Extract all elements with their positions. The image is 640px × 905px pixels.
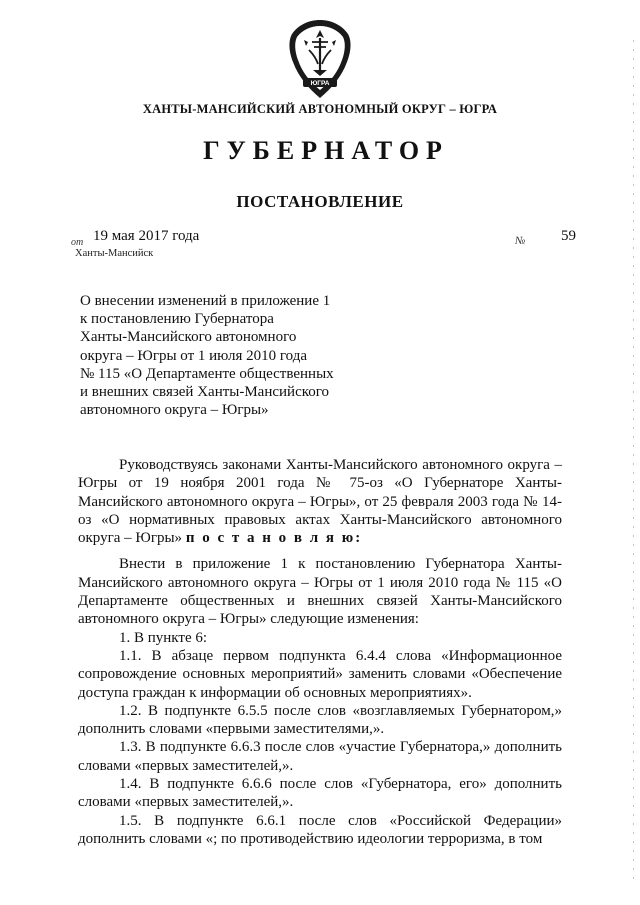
intro-paragraph: Внести в приложение 1 к постановлению Губернатора Ханты-Мансийского автономного округа – Югры от 1 июля 2010 года № 115 «О Департаменте общественных и внешних связей Ханты-Мансийского автономного округа – Югры» следующие изменения: xyxy=(78,556,562,628)
document-type: ПОСТАНОВЛЕНИЕ xyxy=(236,192,404,211)
preamble-paragraph xyxy=(78,456,562,547)
list-item: 1. В пункте 6: xyxy=(119,629,208,646)
document-body xyxy=(78,456,562,848)
subject-line: и внешних связей Ханты-Мансийского xyxy=(80,384,330,401)
date-prefix: от xyxy=(71,237,84,248)
list-item: 1.1. В абзаце первом подпункта 6.4.4 слова «Информационное сопровождение основных мероприятий» заменить словами «Обеспечение доступа граждан к информации об основных мероприятиях». xyxy=(78,647,562,701)
document-date: 19 мая 2017 года xyxy=(93,228,200,244)
document-number: 59 xyxy=(561,228,576,244)
preamble-text: Руководствуясь законами Ханты-Мансийского автономного округа – Югры от 19 ноября 2001 года № 75-оз «О Губернаторе Ханты-Мансийского автономного округа – Югры», от 25 февраля 2003 года № 14-оз «О нормативных правовых актах Ханты-Мансийского автономного округа – Югры» xyxy=(78,457,562,547)
list-item: 1.2. В подпункте 6.5.5 после слов «возглавляемых Губернатором,» дополнить словами «первыми заместителями,». xyxy=(78,702,562,738)
emblem xyxy=(285,18,355,102)
subject-line: автономного округа – Югры» xyxy=(80,402,269,419)
region-title: ХАНТЫ-МАНСИЙСКИЙ АВТОНОМНЫЙ ОКРУГ – ЮГРА xyxy=(142,102,498,116)
subject-line: к постановлению Губернатора xyxy=(80,311,274,328)
subject-line: округа – Югры от 1 июля 2010 года xyxy=(80,347,308,364)
list-item: 1.3. В подпункте 6.6.3 после слов «участие Губернатора,» дополнить словами «первых заместителей,». xyxy=(78,739,562,774)
yugra-coat-of-arms-icon xyxy=(285,18,355,102)
number-prefix: № xyxy=(515,235,526,247)
svg-text:ЮГРА: ЮГРА xyxy=(310,80,330,88)
decree-word: п о с т а н о в л я ю: xyxy=(185,530,363,547)
authority-title: ГУБЕРНАТОР xyxy=(203,136,449,165)
subject-line: № 115 «О Департаменте общественных xyxy=(80,365,334,382)
subject-line: О внесении изменений в приложение 1 xyxy=(80,293,331,309)
document-subject xyxy=(80,292,350,419)
list-item: 1.4. В подпункте 6.6.6 после слов «Губернатора, его» дополнить словами «первых заместителей,». xyxy=(78,776,562,811)
scan-edge xyxy=(633,40,634,880)
document-city: Ханты-Мансийск xyxy=(75,248,154,259)
list-item: 1.5. В подпункте 6.6.1 после слов «Российской Федерации» дополнить словами «; по противодействию идеологии терроризма, в том xyxy=(78,812,562,847)
subject-line: Ханты-Мансийского автономного xyxy=(80,329,297,346)
